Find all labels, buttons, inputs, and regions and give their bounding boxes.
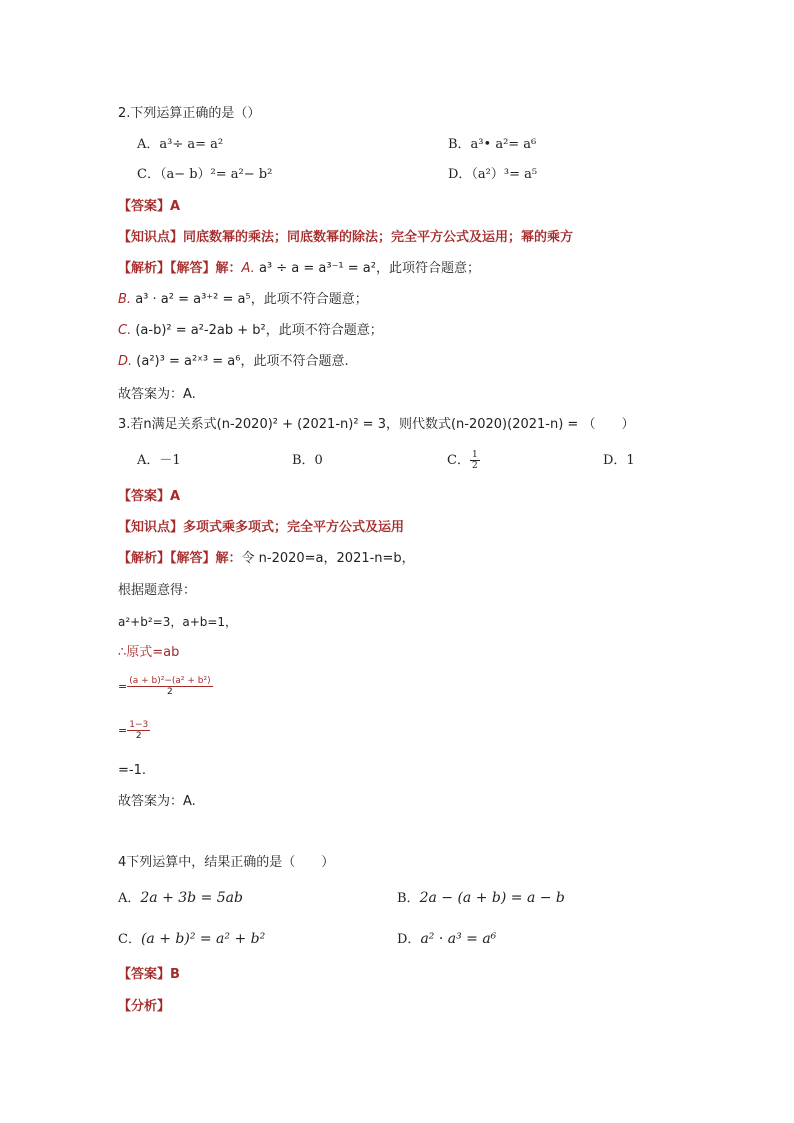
q3-frac-1-den: 2 bbox=[167, 687, 173, 697]
q2-conclusion: 故答案为：A. bbox=[118, 387, 196, 402]
q4-option-a-expr: 2a + 3b = 5ab bbox=[140, 890, 243, 906]
q2-analysis-d: (a²)³ = a²ˣ³ = a⁶，此项不符合题意. bbox=[136, 354, 349, 369]
q2-analysis-a-label: A. bbox=[241, 261, 255, 276]
q3-frac-2-den: 2 bbox=[135, 731, 142, 741]
q2-stem: 2.下列运算正确的是（） bbox=[118, 106, 261, 121]
q3-option-d: D．1 bbox=[603, 453, 635, 468]
q3-line-2: a²+b²=3，a+b=1， bbox=[118, 615, 238, 629]
q3-frac-2 bbox=[127, 720, 150, 741]
q2-analysis-line-a bbox=[118, 260, 480, 278]
q2-analysis-head: 【解析】【解答】解： bbox=[118, 261, 242, 276]
q2-option-a: A．a³÷ a= a² bbox=[137, 137, 224, 152]
q3-option-c-den: 2 bbox=[471, 461, 478, 471]
q3-option-a: A．－1 bbox=[137, 453, 181, 468]
q4-stem: 4下列运算中，结果正确的是（ ） bbox=[118, 855, 335, 870]
q4-answer: 【答案】B bbox=[118, 967, 180, 982]
q2-analysis-d-label: D. bbox=[118, 354, 133, 369]
q2-knowledge-text: 【知识点】同底数幂的乘法；同底数幂的除法；完全平方公式及运用；幂的乘方 bbox=[118, 230, 574, 245]
q3-frac-1 bbox=[127, 676, 212, 697]
q2-option-b: B．a³• a²= a⁶ bbox=[448, 137, 537, 152]
q3-stem: 3.若n满足关系式(n-2020)² + (2021-n)² = 3，则代数式(n-2020)(2021-n) = （ ） bbox=[118, 417, 635, 432]
q4-option-d-expr: a² · a³ = a⁶ bbox=[420, 931, 497, 947]
q2-analysis-line-c bbox=[118, 322, 383, 340]
q3-analysis-line bbox=[118, 550, 415, 568]
q4-option-b-label: B． bbox=[397, 891, 420, 906]
q3-frac-line-1: = $\frac{\text{(a + b)²−(a² + b²)}}{2}$ bbox=[118, 676, 211, 697]
q4-analysis: 【分析】 bbox=[118, 999, 171, 1014]
q3-option-c-fraction bbox=[470, 450, 480, 471]
q3-option-c-prefix: C． bbox=[447, 453, 470, 468]
q4-option-b bbox=[397, 889, 565, 908]
q3-frac-line-2: = $\frac{1-3}{2}$ bbox=[118, 720, 149, 741]
q3-option-b: B．0 bbox=[292, 453, 323, 468]
q4-option-c bbox=[118, 930, 265, 949]
q4-option-b-expr: 2a − (a + b) = a − b bbox=[419, 890, 565, 906]
q4-option-d-label: D． bbox=[397, 932, 421, 947]
q4-option-c-label: C． bbox=[118, 932, 141, 947]
q3-answer: 【答案】A bbox=[118, 489, 181, 504]
q2-analysis-b-label: B. bbox=[118, 292, 132, 307]
q2-option-d: D．（a²）³= a⁵ bbox=[448, 167, 538, 182]
q4-option-a-label: A． bbox=[118, 891, 141, 906]
q3-analysis-head: 【解析】【解答】解： bbox=[118, 551, 242, 566]
q3-frac-2-num: 1−3 bbox=[129, 720, 149, 730]
q2-analysis-line-b bbox=[118, 291, 368, 309]
q2-analysis-c-label: C. bbox=[118, 323, 132, 338]
q2-analysis-b: a³ · a² = a³⁺² = a⁵，此项不符合题意； bbox=[135, 292, 368, 307]
q2-option-c: C．（a− b）²= a²− b² bbox=[137, 167, 273, 182]
q3-conclusion: 故答案为：A. bbox=[118, 794, 196, 809]
q4-option-a bbox=[118, 889, 243, 908]
q3-analysis-rest: 令 n-2020=a，2021-n=b， bbox=[241, 551, 415, 566]
q3-option-c bbox=[447, 450, 480, 471]
q3-frac-1-num: (a + b)²−(a² + b²) bbox=[129, 676, 211, 686]
q2-analysis-a: a³ ÷ a = a³⁻¹ = a²，此项符合题意； bbox=[258, 261, 480, 276]
q2-analysis-c: (a-b)² = a²-2ab + b²，此项不符合题意； bbox=[135, 323, 383, 338]
q3-knowledge: 【知识点】多项式乘多项式；完全平方公式及运用 bbox=[118, 520, 405, 535]
q2-analysis-line-d bbox=[118, 353, 349, 371]
q3-line-3: ∴原式=ab bbox=[118, 645, 180, 660]
q2-answer: 【答案】A bbox=[118, 199, 181, 214]
q3-option-c-num: 1 bbox=[471, 450, 478, 460]
q3-result: =-1. bbox=[118, 763, 146, 778]
q4-option-d bbox=[397, 930, 496, 949]
q3-line-1: 根据题意得： bbox=[118, 583, 197, 598]
q4-option-c-expr: (a + b)² = a² + b² bbox=[140, 931, 266, 947]
q2-knowledge bbox=[118, 229, 573, 247]
